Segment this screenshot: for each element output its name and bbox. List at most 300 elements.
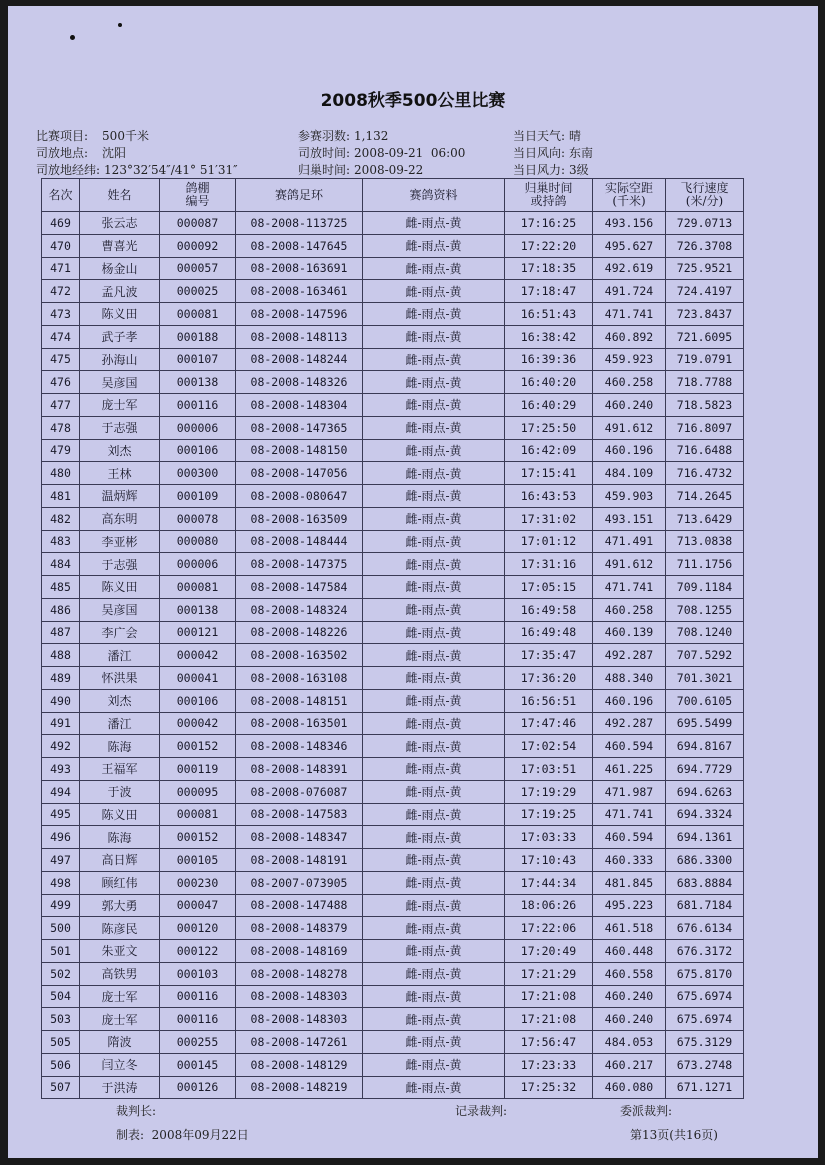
speed-cell: 694.1361 <box>666 826 744 849</box>
distance-cell: 460.594 <box>593 735 666 758</box>
speed-cell: 726.3708 <box>666 234 744 257</box>
ring-cell: 08-2007-073905 <box>236 871 363 894</box>
ring-cell: 08-2008-148113 <box>236 325 363 348</box>
name-cell: 高铁男 <box>80 962 160 985</box>
document-page <box>8 6 818 1158</box>
distance-cell: 460.258 <box>593 598 666 621</box>
bird-info-cell: 雌-雨点-黄 <box>363 553 505 576</box>
bird-info-cell: 雌-雨点-黄 <box>363 826 505 849</box>
return-time-value: 2008-09-22 <box>354 163 424 177</box>
arrival-time-cell: 17:19:29 <box>505 780 593 803</box>
scan-speck <box>70 35 75 40</box>
arrival-time-cell: 17:36:20 <box>505 667 593 690</box>
rank-cell: 482 <box>42 507 80 530</box>
bird-info-cell: 雌-雨点-黄 <box>363 325 505 348</box>
name-cell: 于洪涛 <box>80 1076 160 1099</box>
bird-info-cell: 雌-雨点-黄 <box>363 667 505 690</box>
column-header: 归巢时间 或持鸽 <box>505 179 593 212</box>
speed-cell: 701.3021 <box>666 667 744 690</box>
rank-cell: 495 <box>42 803 80 826</box>
bird-info-cell: 雌-雨点-黄 <box>363 507 505 530</box>
ring-cell: 08-2008-148346 <box>236 735 363 758</box>
rank-cell: 485 <box>42 576 80 599</box>
rank-cell: 488 <box>42 644 80 667</box>
entries-info <box>298 127 388 144</box>
table-row <box>42 962 744 985</box>
speed-cell: 676.6134 <box>666 917 744 940</box>
loft-id-cell: 000116 <box>160 1008 236 1031</box>
arrival-time-cell: 17:22:06 <box>505 917 593 940</box>
speed-cell: 695.5499 <box>666 712 744 735</box>
table-row <box>42 348 744 371</box>
name-cell: 孟凡波 <box>80 280 160 303</box>
bird-info-cell: 雌-雨点-黄 <box>363 962 505 985</box>
speed-cell: 700.6105 <box>666 689 744 712</box>
name-cell: 陈海 <box>80 826 160 849</box>
table-row <box>42 940 744 963</box>
ring-cell: 08-2008-147584 <box>236 576 363 599</box>
ring-cell: 08-2008-147583 <box>236 803 363 826</box>
distance-cell: 484.053 <box>593 1031 666 1054</box>
distance-cell: 460.196 <box>593 689 666 712</box>
name-cell: 刘杰 <box>80 439 160 462</box>
ring-cell: 08-2008-148324 <box>236 598 363 621</box>
distance-cell: 471.741 <box>593 803 666 826</box>
distance-cell: 484.109 <box>593 462 666 485</box>
ring-cell: 08-2008-163509 <box>236 507 363 530</box>
table-row <box>42 212 744 235</box>
bird-info-cell: 雌-雨点-黄 <box>363 871 505 894</box>
name-cell: 陈彦民 <box>80 917 160 940</box>
loft-id-cell: 000092 <box>160 234 236 257</box>
distance-cell: 471.491 <box>593 530 666 553</box>
loft-id-cell: 000047 <box>160 894 236 917</box>
table-row <box>42 1031 744 1054</box>
name-cell: 陈海 <box>80 735 160 758</box>
rank-cell: 477 <box>42 394 80 417</box>
ring-cell: 08-2008-148391 <box>236 758 363 781</box>
rank-cell: 486 <box>42 598 80 621</box>
rank-cell: 498 <box>42 871 80 894</box>
speed-cell: 716.8097 <box>666 416 744 439</box>
loft-id-cell: 000188 <box>160 325 236 348</box>
speed-cell: 686.3300 <box>666 849 744 872</box>
name-cell: 顾红伟 <box>80 871 160 894</box>
bird-info-cell: 雌-雨点-黄 <box>363 917 505 940</box>
loft-id-cell: 000006 <box>160 553 236 576</box>
ring-cell: 08-2008-148444 <box>236 530 363 553</box>
distance-cell: 471.987 <box>593 780 666 803</box>
loft-id-cell: 000105 <box>160 849 236 872</box>
page-number: 第13页(共16页) <box>630 1128 718 1142</box>
coords-value: 123°32′54″/41° 51′31″ <box>104 163 238 177</box>
rank-cell: 476 <box>42 371 80 394</box>
name-cell: 庞士军 <box>80 985 160 1008</box>
distance-cell: 460.892 <box>593 325 666 348</box>
wind-direction-value: 东南 <box>569 146 594 160</box>
loft-id-cell: 000087 <box>160 212 236 235</box>
bird-info-cell: 雌-雨点-黄 <box>363 212 505 235</box>
table-row <box>42 598 744 621</box>
loft-id-cell: 000103 <box>160 962 236 985</box>
loft-id-cell: 000081 <box>160 576 236 599</box>
release-place-info <box>36 144 126 161</box>
name-cell: 吴彦国 <box>80 371 160 394</box>
ring-cell: 08-2008-148379 <box>236 917 363 940</box>
speed-cell: 681.7184 <box>666 894 744 917</box>
rank-cell: 470 <box>42 234 80 257</box>
weather-value: 晴 <box>569 129 582 143</box>
page-title: 2008秋季500公里比赛 <box>320 91 506 111</box>
name-cell: 孙海山 <box>80 348 160 371</box>
speed-cell: 719.0791 <box>666 348 744 371</box>
release-place-value: 沈阳 <box>102 146 127 160</box>
distance-cell: 460.217 <box>593 1053 666 1076</box>
name-cell: 曹喜光 <box>80 234 160 257</box>
speed-cell: 683.8884 <box>666 871 744 894</box>
table-row <box>42 439 744 462</box>
bird-info-cell: 雌-雨点-黄 <box>363 849 505 872</box>
name-cell: 庞士军 <box>80 1008 160 1031</box>
rank-cell: 474 <box>42 325 80 348</box>
ring-cell: 08-2008-148219 <box>236 1076 363 1099</box>
bird-info-cell: 雌-雨点-黄 <box>363 439 505 462</box>
bird-info-cell: 雌-雨点-黄 <box>363 371 505 394</box>
distance-cell: 471.741 <box>593 576 666 599</box>
speed-cell: 694.7729 <box>666 758 744 781</box>
rank-cell: 499 <box>42 894 80 917</box>
weather-label: 当日天气: <box>513 129 566 143</box>
distance-cell: 495.223 <box>593 894 666 917</box>
rank-cell: 491 <box>42 712 80 735</box>
speed-cell: 721.6095 <box>666 325 744 348</box>
arrival-time-cell: 17:35:47 <box>505 644 593 667</box>
distance-cell: 492.619 <box>593 257 666 280</box>
arrival-time-cell: 18:06:26 <box>505 894 593 917</box>
bird-info-cell: 雌-雨点-黄 <box>363 1053 505 1076</box>
distance-cell: 471.741 <box>593 303 666 326</box>
rank-cell: 473 <box>42 303 80 326</box>
rank-cell: 492 <box>42 735 80 758</box>
ring-cell: 08-2008-076087 <box>236 780 363 803</box>
speed-cell: 675.6974 <box>666 985 744 1008</box>
loft-id-cell: 000106 <box>160 689 236 712</box>
arrival-time-cell: 17:18:47 <box>505 280 593 303</box>
name-cell: 郭大勇 <box>80 894 160 917</box>
loft-id-cell: 000255 <box>160 1031 236 1054</box>
ring-cell: 08-2008-148278 <box>236 962 363 985</box>
ring-cell: 08-2008-147488 <box>236 894 363 917</box>
ring-cell: 08-2008-163108 <box>236 667 363 690</box>
table-row <box>42 507 744 530</box>
ring-cell: 08-2008-147375 <box>236 553 363 576</box>
entries-value: 1,132 <box>354 129 389 143</box>
loft-id-cell: 000120 <box>160 917 236 940</box>
loft-id-cell: 000095 <box>160 780 236 803</box>
name-cell: 朱亚文 <box>80 940 160 963</box>
bird-info-cell: 雌-雨点-黄 <box>363 485 505 508</box>
made-by-date: 制表: 2008年09月22日 <box>116 1128 249 1142</box>
event-label: 比赛项目: <box>36 129 89 143</box>
rank-cell: 494 <box>42 780 80 803</box>
ring-cell: 08-2008-148191 <box>236 849 363 872</box>
arrival-time-cell: 17:21:08 <box>505 985 593 1008</box>
bird-info-cell: 雌-雨点-黄 <box>363 689 505 712</box>
distance-cell: 459.923 <box>593 348 666 371</box>
distance-cell: 460.240 <box>593 1008 666 1031</box>
table-row <box>42 644 744 667</box>
table-row <box>42 234 744 257</box>
loft-id-cell: 000025 <box>160 280 236 303</box>
rank-cell: 479 <box>42 439 80 462</box>
ring-cell: 08-2008-147645 <box>236 234 363 257</box>
arrival-time-cell: 17:01:12 <box>505 530 593 553</box>
ring-cell: 08-2008-148303 <box>236 1008 363 1031</box>
column-header: 名次 <box>42 179 80 212</box>
table-row <box>42 530 744 553</box>
bird-info-cell: 雌-雨点-黄 <box>363 803 505 826</box>
table-row <box>42 325 744 348</box>
speed-cell: 675.6974 <box>666 1008 744 1031</box>
speed-cell: 694.3324 <box>666 803 744 826</box>
arrival-time-cell: 17:05:15 <box>505 576 593 599</box>
name-cell: 李广会 <box>80 621 160 644</box>
loft-id-cell: 000057 <box>160 257 236 280</box>
loft-id-cell: 000109 <box>160 485 236 508</box>
speed-cell: 694.8167 <box>666 735 744 758</box>
rank-cell: 478 <box>42 416 80 439</box>
name-cell: 庞士军 <box>80 394 160 417</box>
speed-cell: 708.1240 <box>666 621 744 644</box>
distance-cell: 460.594 <box>593 826 666 849</box>
arrival-time-cell: 17:19:25 <box>505 803 593 826</box>
speed-cell: 709.1184 <box>666 576 744 599</box>
ring-cell: 08-2008-147596 <box>236 303 363 326</box>
table-row <box>42 826 744 849</box>
bird-info-cell: 雌-雨点-黄 <box>363 644 505 667</box>
bird-info-cell: 雌-雨点-黄 <box>363 940 505 963</box>
loft-id-cell: 000006 <box>160 416 236 439</box>
table-row <box>42 303 744 326</box>
ring-cell: 08-2008-148304 <box>236 394 363 417</box>
arrival-time-cell: 17:56:47 <box>505 1031 593 1054</box>
column-header: 飞行速度 (米/分) <box>666 179 744 212</box>
column-header: 赛鸽足环 <box>236 179 363 212</box>
speed-cell: 716.6488 <box>666 439 744 462</box>
bird-info-cell: 雌-雨点-黄 <box>363 894 505 917</box>
arrival-time-cell: 17:16:25 <box>505 212 593 235</box>
rank-cell: 490 <box>42 689 80 712</box>
ring-cell: 08-2008-148150 <box>236 439 363 462</box>
name-cell: 陈义田 <box>80 303 160 326</box>
loft-id-cell: 000230 <box>160 871 236 894</box>
ring-cell: 08-2008-147056 <box>236 462 363 485</box>
loft-id-cell: 000145 <box>160 1053 236 1076</box>
name-cell: 高东明 <box>80 507 160 530</box>
distance-cell: 492.287 <box>593 712 666 735</box>
table-row <box>42 1076 744 1099</box>
name-cell: 王福军 <box>80 758 160 781</box>
event-value: 500千米 <box>102 129 149 143</box>
speed-cell: 724.4197 <box>666 280 744 303</box>
bird-info-cell: 雌-雨点-黄 <box>363 985 505 1008</box>
rank-cell: 493 <box>42 758 80 781</box>
wind-force-value: 3级 <box>569 163 589 177</box>
bird-info-cell: 雌-雨点-黄 <box>363 780 505 803</box>
loft-id-cell: 000078 <box>160 507 236 530</box>
record-judge-label: 记录裁判: <box>455 1104 508 1118</box>
ring-cell: 08-2008-148226 <box>236 621 363 644</box>
name-cell: 李亚彬 <box>80 530 160 553</box>
arrival-time-cell: 17:03:51 <box>505 758 593 781</box>
release-time-info <box>298 144 465 161</box>
distance-cell: 460.258 <box>593 371 666 394</box>
release-time-value: 2008-09-21 06:00 <box>354 146 466 160</box>
arrival-time-cell: 17:22:20 <box>505 234 593 257</box>
release-time-label: 司放时间: <box>298 146 351 160</box>
loft-id-cell: 000107 <box>160 348 236 371</box>
bird-info-cell: 雌-雨点-黄 <box>363 462 505 485</box>
name-cell: 怀洪果 <box>80 667 160 690</box>
distance-cell: 460.240 <box>593 985 666 1008</box>
weather-info <box>513 127 581 144</box>
loft-id-cell: 000106 <box>160 439 236 462</box>
arrival-time-cell: 17:31:02 <box>505 507 593 530</box>
ring-cell: 08-2008-148169 <box>236 940 363 963</box>
arrival-time-cell: 17:47:46 <box>505 712 593 735</box>
distance-cell: 459.903 <box>593 485 666 508</box>
bird-info-cell: 雌-雨点-黄 <box>363 348 505 371</box>
arrival-time-cell: 16:40:20 <box>505 371 593 394</box>
name-cell: 武子孝 <box>80 325 160 348</box>
rank-cell: 507 <box>42 1076 80 1099</box>
table-row <box>42 280 744 303</box>
arrival-time-cell: 17:20:49 <box>505 940 593 963</box>
name-cell: 陈义田 <box>80 803 160 826</box>
distance-cell: 460.240 <box>593 394 666 417</box>
arrival-time-cell: 17:21:29 <box>505 962 593 985</box>
name-cell: 吴彦国 <box>80 598 160 621</box>
table-row <box>42 394 744 417</box>
table-row <box>42 780 744 803</box>
rank-cell: 489 <box>42 667 80 690</box>
loft-id-cell: 000080 <box>160 530 236 553</box>
ring-cell: 08-2008-163461 <box>236 280 363 303</box>
distance-cell: 491.612 <box>593 553 666 576</box>
name-cell: 高日辉 <box>80 849 160 872</box>
arrival-time-cell: 16:40:29 <box>505 394 593 417</box>
entries-label: 参赛羽数: <box>298 129 351 143</box>
table-row <box>42 849 744 872</box>
arrival-time-cell: 16:43:53 <box>505 485 593 508</box>
column-header: 鸽棚 编号 <box>160 179 236 212</box>
name-cell: 隋波 <box>80 1031 160 1054</box>
loft-id-cell: 000116 <box>160 394 236 417</box>
results-table <box>41 178 744 1099</box>
ring-cell: 08-2008-147261 <box>236 1031 363 1054</box>
column-header: 赛鸽资料 <box>363 179 505 212</box>
table-row <box>42 621 744 644</box>
arrival-time-cell: 17:23:33 <box>505 1053 593 1076</box>
loft-id-cell: 000081 <box>160 803 236 826</box>
distance-cell: 495.627 <box>593 234 666 257</box>
name-cell: 陈义田 <box>80 576 160 599</box>
rank-cell: 496 <box>42 826 80 849</box>
rank-cell: 480 <box>42 462 80 485</box>
loft-id-cell: 000121 <box>160 621 236 644</box>
ring-cell: 08-2008-148244 <box>236 348 363 371</box>
speed-cell: 718.7788 <box>666 371 744 394</box>
name-cell: 杨金山 <box>80 257 160 280</box>
name-cell: 闫立冬 <box>80 1053 160 1076</box>
scan-speck <box>118 23 122 27</box>
arrival-time-cell: 17:21:08 <box>505 1008 593 1031</box>
name-cell: 张云志 <box>80 212 160 235</box>
table-row <box>42 871 744 894</box>
wind-direction-info <box>513 144 593 161</box>
bird-info-cell: 雌-雨点-黄 <box>363 1008 505 1031</box>
bird-info-cell: 雌-雨点-黄 <box>363 394 505 417</box>
table-header-row <box>42 179 744 212</box>
rank-cell: 469 <box>42 212 80 235</box>
table-row <box>42 576 744 599</box>
name-cell: 刘杰 <box>80 689 160 712</box>
rank-cell: 504 <box>42 985 80 1008</box>
distance-cell: 492.287 <box>593 644 666 667</box>
speed-cell: 714.2645 <box>666 485 744 508</box>
wind-force-info <box>513 161 589 178</box>
table-row <box>42 689 744 712</box>
ring-cell: 08-2008-163502 <box>236 644 363 667</box>
table-row <box>42 803 744 826</box>
distance-cell: 460.139 <box>593 621 666 644</box>
arrival-time-cell: 17:03:33 <box>505 826 593 849</box>
table-row <box>42 485 744 508</box>
rank-cell: 506 <box>42 1053 80 1076</box>
arrival-time-cell: 17:02:54 <box>505 735 593 758</box>
ring-cell: 08-2008-113725 <box>236 212 363 235</box>
arrival-time-cell: 16:56:51 <box>505 689 593 712</box>
rank-cell: 497 <box>42 849 80 872</box>
loft-id-cell: 000126 <box>160 1076 236 1099</box>
table-row <box>42 712 744 735</box>
distance-cell: 493.151 <box>593 507 666 530</box>
speed-cell: 718.5823 <box>666 394 744 417</box>
ring-cell: 08-2008-148151 <box>236 689 363 712</box>
name-cell: 于志强 <box>80 416 160 439</box>
release-place-label: 司放地点: <box>36 146 89 160</box>
name-cell: 于波 <box>80 780 160 803</box>
name-cell: 温炳辉 <box>80 485 160 508</box>
bird-info-cell: 雌-雨点-黄 <box>363 598 505 621</box>
arrival-time-cell: 16:49:48 <box>505 621 593 644</box>
bird-info-cell: 雌-雨点-黄 <box>363 621 505 644</box>
bird-info-cell: 雌-雨点-黄 <box>363 712 505 735</box>
coords-info <box>36 161 238 178</box>
speed-cell: 673.2748 <box>666 1053 744 1076</box>
bird-info-cell: 雌-雨点-黄 <box>363 530 505 553</box>
bird-info-cell: 雌-雨点-黄 <box>363 1076 505 1099</box>
speed-cell: 708.1255 <box>666 598 744 621</box>
bird-info-cell: 雌-雨点-黄 <box>363 257 505 280</box>
distance-cell: 493.156 <box>593 212 666 235</box>
rank-cell: 501 <box>42 940 80 963</box>
distance-cell: 460.080 <box>593 1076 666 1099</box>
wind-direction-label: 当日风向: <box>513 146 566 160</box>
speed-cell: 675.3129 <box>666 1031 744 1054</box>
table-row <box>42 553 744 576</box>
speed-cell: 725.9521 <box>666 257 744 280</box>
